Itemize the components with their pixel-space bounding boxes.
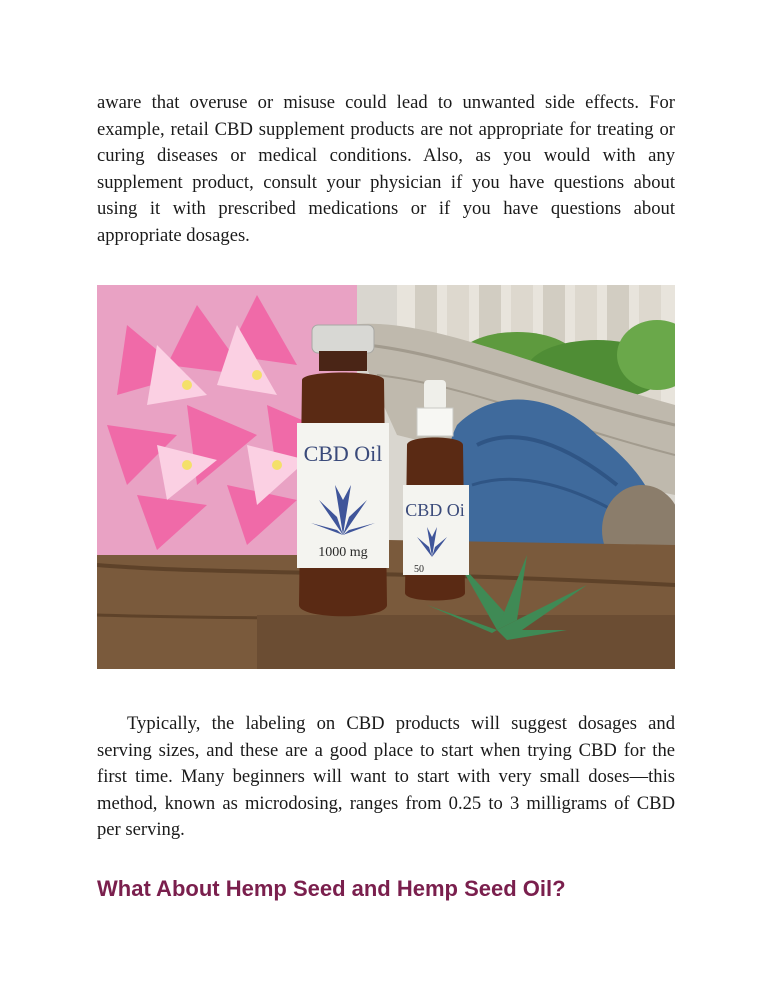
small-bottle-label: CBD Oi bbox=[405, 500, 465, 520]
small-bottle-amount: 50 bbox=[414, 564, 424, 575]
cbd-oil-photo bbox=[97, 285, 675, 669]
section-heading: What About Hemp Seed and Hemp Seed Oil? bbox=[97, 876, 566, 901]
large-bottle-label: CBD Oil bbox=[303, 441, 383, 466]
body-paragraph: aware that overuse or misuse could lead to unwanted side effects. For example, retail CBD supplement products are not appropriate for treating or curing diseases or medical conditions. Also, as you would with any supplement product, consult your physician if you have questions about using it with prescribed medications or if you have questions about appropriate dosages. bbox=[97, 92, 675, 246]
body-paragraph: Typically, the labeling on CBD products will suggest dosages and serving sizes, and these are a good place to start when trying CBD for the first time. Many beginners will want to start with very small doses—this method, known as microdosing, ranges from 0.25 to 3 milligrams of CBD per serving. bbox=[97, 713, 675, 840]
large-bottle-amount: 1000 mg bbox=[318, 545, 368, 560]
